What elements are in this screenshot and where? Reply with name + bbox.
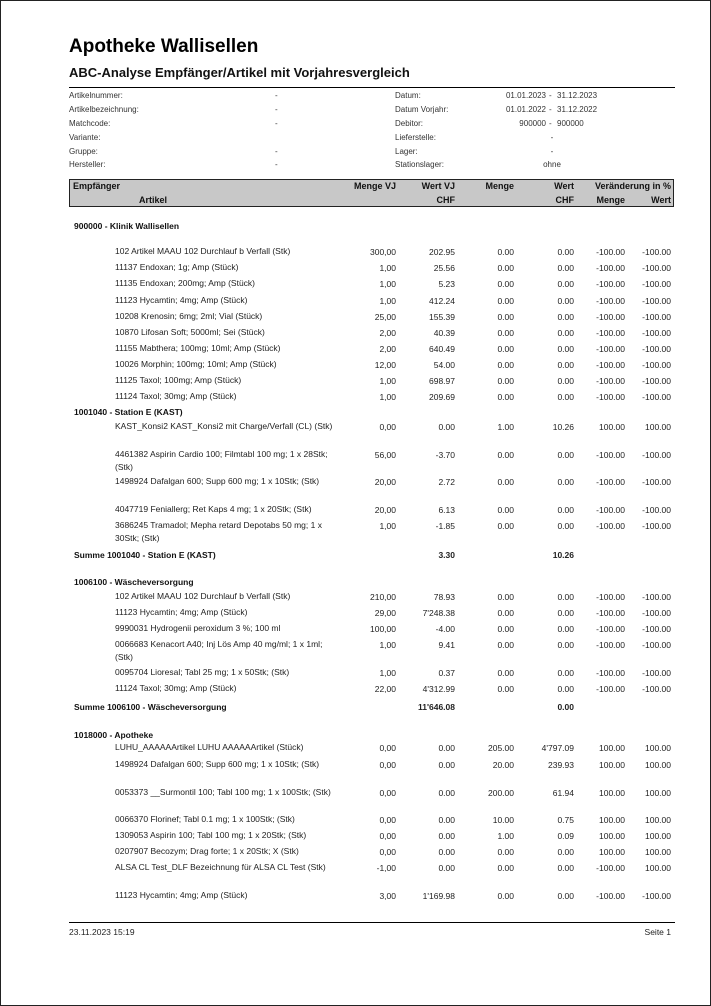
article-description: 4461382 Aspirin Cardio 100; Filmtabl 100 mg; 1 x 28Stk; (Stk) (115, 449, 328, 472)
wert-vj-cell: 698.97 (429, 376, 455, 386)
filter-to: 31.12.2023 (557, 91, 598, 100)
menge-vj-cell: 0,00 (379, 743, 396, 753)
ver-wert-cell: -100.00 (642, 640, 671, 650)
ver-menge-cell: -100.00 (596, 505, 625, 515)
filter-label: Gruppe: (69, 147, 98, 156)
menge-cell: 0.00 (497, 376, 514, 386)
wert-cell: 0.00 (557, 360, 574, 370)
menge-vj-cell: 3,00 (379, 891, 396, 901)
menge-cell: 0.00 (497, 592, 514, 602)
ver-wert-cell: 100.00 (645, 863, 671, 873)
group-sum-label: Summe 1006100 - Wäscheversorgung (74, 702, 227, 712)
menge-cell: 1.00 (497, 422, 514, 432)
article-description: 0066370 Florinef; Tabl 0.1 mg; 1 x 100Stk; (Stk) (115, 814, 295, 824)
article-description: 1498924 Dafalgan 600; Supp 600 mg; 1 x 10Stk; (Stk) (115, 476, 320, 486)
wert-vj-cell: 640.49 (429, 344, 455, 354)
article-description: 0053373 __Surmontil 100; Tabl 100 mg; 1 x 100Stk; (Stk) (115, 787, 331, 797)
article-description: 11135 Endoxan; 200mg; Amp (Stück) (115, 278, 256, 288)
menge-vj-cell: 1,00 (379, 279, 396, 289)
ver-menge-cell: -100.00 (596, 392, 625, 402)
filter-value: ohne (543, 160, 561, 169)
article-description: 11123 Hycamtin; 4mg; Amp (Stück) (115, 890, 248, 900)
menge-vj-cell: 0,00 (379, 788, 396, 798)
menge-vj-cell: 29,00 (374, 608, 396, 618)
wert-cell: 0.00 (557, 312, 574, 322)
ver-wert-cell: -100.00 (642, 505, 671, 515)
menge-vj-cell: 100,00 (370, 624, 396, 634)
menge-cell: 0.00 (497, 668, 514, 678)
ver-wert-cell: -100.00 (642, 592, 671, 602)
ver-wert-cell: -100.00 (642, 450, 671, 460)
wert-vj-cell: 0.00 (438, 422, 455, 432)
wert-cell: 0.00 (557, 392, 574, 402)
ver-wert-cell: 100.00 (645, 815, 671, 825)
menge-vj-cell: 2,00 (379, 344, 396, 354)
filter-value: - (275, 119, 278, 128)
menge-cell: 0.00 (497, 684, 514, 694)
article-description: 0066683 Kenacort A40; Inj Lös Amp 40 mg/ml; 1 x 1ml; (Stk) (115, 639, 323, 662)
wert-cell: 0.09 (557, 831, 574, 841)
ver-menge-cell: -100.00 (596, 608, 625, 618)
menge-vj-cell: 12,00 (374, 360, 396, 370)
filter-label: Datum Vorjahr: (395, 105, 449, 114)
menge-vj-cell: 300,00 (370, 247, 396, 257)
ver-wert-cell: -100.00 (642, 312, 671, 322)
wert-vj-cell: 0.00 (438, 760, 455, 770)
filter-label: Matchcode: (69, 119, 111, 128)
filter-value: - (550, 133, 554, 142)
wert-cell: 4'797.09 (541, 743, 574, 753)
article-description: 9990031 Hydrogenii peroxidum 3 %; 100 ml (115, 623, 281, 633)
wert-cell: 0.00 (557, 376, 574, 386)
article-description: 11125 Taxol; 100mg; Amp (Stück) (115, 375, 242, 385)
ver-wert-cell: -100.00 (642, 263, 671, 273)
report-subtitle: ABC-Analyse Empfänger/Artikel mit Vorjahresvergleich (69, 65, 410, 80)
menge-cell: 0.00 (497, 296, 514, 306)
menge-cell: 0.00 (497, 263, 514, 273)
filter-label: Hersteller: (69, 160, 106, 169)
group-title: 900000 - Klinik Wallisellen (74, 221, 180, 231)
filter-label: Variante: (69, 133, 101, 142)
ver-menge-cell: -100.00 (596, 450, 625, 460)
ver-wert-cell: 100.00 (645, 788, 671, 798)
header-rule (69, 87, 675, 88)
col-menge-vj: Menge VJ (353, 181, 396, 191)
wert-cell: 0.00 (557, 891, 574, 901)
ver-wert-cell: -100.00 (642, 668, 671, 678)
ver-wert-cell: 100.00 (645, 847, 671, 857)
wert-vj-cell: 412.24 (429, 296, 455, 306)
wert-cell: 0.00 (557, 592, 574, 602)
article-description: 11155 Mabthera; 100mg; 10ml; Amp (Stück) (115, 343, 281, 353)
menge-vj-cell: -1,00 (376, 863, 396, 873)
ver-menge-cell: -100.00 (596, 312, 625, 322)
menge-vj-cell: 0,00 (379, 760, 396, 770)
ver-wert-cell: -100.00 (642, 328, 671, 338)
col-menge: Menge (485, 181, 514, 191)
filter-value: - (275, 147, 278, 156)
menge-cell: 0.00 (497, 608, 514, 618)
menge-vj-cell: 1,00 (379, 376, 396, 386)
filter-value: - (550, 147, 554, 156)
ver-menge-cell: -100.00 (596, 863, 625, 873)
filter-label: Lager: (395, 147, 418, 156)
group-sum-wert-vj: 3.30 (438, 550, 455, 560)
menge-cell: 0.00 (497, 279, 514, 289)
filter-label: Debitor: (395, 119, 424, 128)
menge-cell: 1.00 (497, 831, 514, 841)
wert-vj-cell: 209.69 (429, 392, 455, 402)
article-description: 11123 Hycamtin; 4mg; Amp (Stück) (115, 607, 248, 617)
page-number: Seite 1 (644, 927, 671, 937)
menge-cell: 0.00 (497, 344, 514, 354)
menge-cell: 200.00 (488, 788, 514, 798)
menge-cell: 0.00 (497, 247, 514, 257)
ver-wert-cell: -100.00 (642, 891, 671, 901)
wert-vj-cell: 4'312.99 (422, 684, 455, 694)
wert-cell: 0.00 (557, 863, 574, 873)
wert-cell: 0.00 (557, 640, 574, 650)
menge-vj-cell: 25,00 (374, 312, 396, 322)
menge-vj-cell: 0,00 (379, 815, 396, 825)
col-wert-vj-unit: CHF (436, 195, 455, 205)
wert-cell: 0.00 (557, 505, 574, 515)
filter-value: - (275, 160, 278, 169)
menge-vj-cell: 1,00 (379, 640, 396, 650)
filter-label: Artikelnummer: (69, 91, 123, 100)
menge-cell: 0.00 (497, 477, 514, 487)
wert-vj-cell: 155.39 (429, 312, 455, 322)
article-description: 11123 Hycamtin; 4mg; Amp (Stück) (115, 295, 248, 305)
article-description: 102 Artikel MAAU 102 Durchlauf b Verfall (Stk) (115, 246, 291, 256)
wert-vj-cell: 2.72 (438, 477, 455, 487)
menge-vj-cell: 2,00 (379, 328, 396, 338)
wert-cell: 0.00 (557, 450, 574, 460)
col-artikel: Artikel (139, 195, 168, 205)
ver-menge-cell: -100.00 (596, 477, 625, 487)
menge-vj-cell: 20,00 (374, 505, 396, 515)
ver-menge-cell: -100.00 (596, 247, 625, 257)
menge-cell: 0.00 (497, 360, 514, 370)
filter-value: - (275, 91, 278, 100)
ver-menge-cell: 100.00 (599, 831, 625, 841)
group-title: 1001040 - Station E (KAST) (74, 407, 183, 417)
menge-vj-cell: 1,00 (379, 296, 396, 306)
ver-menge-cell: 100.00 (599, 422, 625, 432)
wert-vj-cell: 40.39 (433, 328, 455, 338)
group-sum-label: Summe 1001040 - Station E (KAST) (74, 550, 216, 560)
menge-cell: 0.00 (497, 450, 514, 460)
wert-cell: 0.00 (557, 328, 574, 338)
menge-cell: 10.00 (492, 815, 514, 825)
filter-label: Stationslager: (395, 160, 444, 169)
menge-vj-cell: 1,00 (379, 668, 396, 678)
article-description: 102 Artikel MAAU 102 Durchlauf b Verfall (Stk) (115, 591, 291, 601)
group-sum-wert: 0.00 (557, 702, 574, 712)
ver-menge-cell: -100.00 (596, 279, 625, 289)
wert-cell: 0.00 (557, 521, 574, 531)
group-title: 1006100 - Wäscheversorgung (74, 577, 194, 587)
wert-cell: 0.00 (557, 344, 574, 354)
menge-cell: 0.00 (497, 640, 514, 650)
menge-cell: 20.00 (492, 760, 514, 770)
col-wert-unit: CHF (555, 195, 574, 205)
menge-vj-cell: 210,00 (370, 592, 396, 602)
article-description: KAST_Konsi2 KAST_Konsi2 mit Charge/Verfall (CL) (Stk) (115, 421, 333, 431)
ver-menge-cell: -100.00 (596, 296, 625, 306)
col-empfaenger: Empfänger (73, 181, 121, 191)
wert-cell: 0.00 (557, 477, 574, 487)
ver-wert-cell: -100.00 (642, 624, 671, 634)
menge-vj-cell: 1,00 (379, 392, 396, 402)
article-description: 11137 Endoxan; 1g; Amp (Stück) (115, 262, 239, 272)
menge-cell: 0.00 (497, 847, 514, 857)
menge-cell: 0.00 (497, 521, 514, 531)
filter-to: 31.12.2022 (557, 105, 598, 114)
ver-wert-cell: -100.00 (642, 247, 671, 257)
ver-menge-cell: 100.00 (599, 760, 625, 770)
filter-from: 01.01.2022 (505, 105, 546, 114)
menge-vj-cell: 0,00 (379, 847, 396, 857)
article-description: 11124 Taxol; 30mg; Amp (Stück) (115, 683, 237, 693)
filter-separator: - (549, 91, 552, 100)
ver-menge-cell: 100.00 (599, 847, 625, 857)
ver-menge-cell: -100.00 (596, 344, 625, 354)
menge-cell: 0.00 (497, 863, 514, 873)
menge-vj-cell: 1,00 (379, 263, 396, 273)
article-description: LUHU_AAAAAArtikel LUHU AAAAAArtikel (Stück) (115, 742, 304, 752)
wert-cell: 61.94 (552, 788, 574, 798)
ver-menge-cell: -100.00 (596, 360, 625, 370)
wert-vj-cell: -1.85 (435, 521, 455, 531)
menge-vj-cell: 20,00 (374, 477, 396, 487)
wert-vj-cell: 5.23 (438, 279, 455, 289)
ver-wert-cell: 100.00 (645, 760, 671, 770)
ver-menge-cell: 100.00 (599, 815, 625, 825)
wert-vj-cell: 6.13 (438, 505, 455, 515)
report-title: Apotheke Wallisellen (69, 36, 259, 57)
ver-wert-cell: -100.00 (642, 608, 671, 618)
col-wert: Wert (554, 181, 574, 191)
article-description: 1309053 Aspirin 100; Tabl 100 mg; 1 x 20Stk; (Stk) (115, 830, 307, 840)
menge-cell: 0.00 (497, 312, 514, 322)
filter-to: 900000 (557, 119, 584, 128)
wert-vj-cell: 25.56 (433, 263, 455, 273)
menge-cell: 0.00 (497, 624, 514, 634)
wert-vj-cell: 1'169.98 (422, 891, 455, 901)
ver-menge-cell: -100.00 (596, 328, 625, 338)
ver-wert-cell: 100.00 (645, 831, 671, 841)
filter-separator: - (549, 119, 552, 128)
ver-wert-cell: -100.00 (642, 296, 671, 306)
ver-wert-cell: -100.00 (642, 279, 671, 289)
wert-vj-cell: 0.00 (438, 815, 455, 825)
filter-label: Lieferstelle: (395, 133, 436, 142)
article-description: 4047719 Feniallerg; Ret Kaps 4 mg; 1 x 20Stk; (Stk) (115, 504, 312, 514)
wert-cell: 239.93 (548, 760, 574, 770)
wert-cell: 0.00 (557, 624, 574, 634)
ver-wert-cell: 100.00 (645, 743, 671, 753)
wert-vj-cell: 0.00 (438, 847, 455, 857)
ver-wert-cell: -100.00 (642, 344, 671, 354)
wert-vj-cell: 0.00 (438, 831, 455, 841)
article-description: 11124 Taxol; 30mg; Amp (Stück) (115, 391, 237, 401)
article-description: 0095704 Lioresal; Tabl 25 mg; 1 x 50Stk; (Stk) (115, 667, 290, 677)
group-title: 1018000 - Apotheke (74, 730, 154, 740)
col-ver-menge: Menge (596, 195, 625, 205)
wert-cell: 0.00 (557, 684, 574, 694)
wert-vj-cell: 78.93 (433, 592, 455, 602)
wert-cell: 0.00 (557, 279, 574, 289)
ver-menge-cell: -100.00 (596, 668, 625, 678)
wert-vj-cell: 0.37 (438, 668, 455, 678)
menge-vj-cell: 22,00 (374, 684, 396, 694)
menge-vj-cell: 0,00 (379, 831, 396, 841)
ver-wert-cell: -100.00 (642, 376, 671, 386)
wert-cell: 0.00 (557, 263, 574, 273)
wert-vj-cell: 7'248.38 (422, 608, 455, 618)
menge-vj-cell: 56,00 (374, 450, 396, 460)
article-description: 10026 Morphin; 100mg; 10ml; Amp (Stück) (115, 359, 277, 369)
ver-menge-cell: -100.00 (596, 263, 625, 273)
menge-cell: 0.00 (497, 392, 514, 402)
wert-cell: 0.00 (557, 247, 574, 257)
print-timestamp: 23.11.2023 15:19 (69, 927, 135, 937)
col-wert-vj: Wert VJ (421, 181, 455, 191)
article-description: 10208 Krenosin; 6mg; 2ml; Vial (Stück) (115, 311, 263, 321)
wert-vj-cell: 0.00 (438, 863, 455, 873)
filter-from: 01.01.2023 (505, 91, 546, 100)
menge-vj-cell: 0,00 (379, 422, 396, 432)
ver-menge-cell: 100.00 (599, 743, 625, 753)
wert-cell: 0.00 (557, 847, 574, 857)
menge-cell: 205.00 (488, 743, 514, 753)
article-description: 10870 Lifosan Soft; 5000ml; Sei (Stück) (115, 327, 265, 337)
wert-vj-cell: 0.00 (438, 743, 455, 753)
article-description: 0207907 Becozym; Drag forte; 1 x 20Stk; X (Stk) (115, 846, 299, 856)
article-description: ALSA CL Test_DLF Bezeichnung für ALSA CL Test (Stk) (115, 862, 326, 872)
ver-menge-cell: -100.00 (596, 891, 625, 901)
ver-wert-cell: -100.00 (642, 392, 671, 402)
wert-vj-cell: 54.00 (433, 360, 455, 370)
wert-vj-cell: 9.41 (438, 640, 455, 650)
ver-wert-cell: 100.00 (645, 422, 671, 432)
menge-cell: 0.00 (497, 891, 514, 901)
ver-menge-cell: -100.00 (596, 640, 625, 650)
col-veraenderung: Veränderung in % (594, 181, 671, 191)
menge-cell: 0.00 (497, 328, 514, 338)
wert-cell: 0.00 (557, 296, 574, 306)
ver-menge-cell: 100.00 (599, 788, 625, 798)
wert-cell: 0.00 (557, 608, 574, 618)
ver-menge-cell: -100.00 (596, 376, 625, 386)
article-description: 1498924 Dafalgan 600; Supp 600 mg; 1 x 10Stk; (Stk) (115, 759, 320, 769)
ver-menge-cell: -100.00 (596, 684, 625, 694)
wert-cell: 10.26 (552, 422, 574, 432)
ver-wert-cell: -100.00 (642, 684, 671, 694)
filter-value: - (275, 105, 278, 114)
ver-menge-cell: -100.00 (596, 592, 625, 602)
ver-menge-cell: -100.00 (596, 521, 625, 531)
menge-vj-cell: 1,00 (379, 521, 396, 531)
wert-vj-cell: 202.95 (429, 247, 455, 257)
ver-wert-cell: -100.00 (642, 521, 671, 531)
col-ver-wert: Wert (651, 195, 671, 205)
wert-vj-cell: 0.00 (438, 788, 455, 798)
wert-cell: 0.00 (557, 668, 574, 678)
filter-label: Datum: (395, 91, 421, 100)
wert-vj-cell: -3.70 (435, 450, 455, 460)
wert-vj-cell: -4.00 (435, 624, 455, 634)
footer-rule (69, 922, 675, 923)
filter-label: Artikelbezeichnung: (69, 105, 139, 114)
filter-from: 900000 (519, 119, 546, 128)
wert-cell: 0.75 (557, 815, 574, 825)
group-sum-wert-vj: 11'646.08 (417, 702, 455, 712)
ver-menge-cell: -100.00 (596, 624, 625, 634)
filter-separator: - (549, 105, 552, 114)
article-description: 3686245 Tramadol; Mepha retard Depotabs 50 mg; 1 x 30Stk; (Stk) (115, 520, 322, 543)
ver-wert-cell: -100.00 (642, 360, 671, 370)
group-sum-wert: 10.26 (552, 550, 574, 560)
ver-wert-cell: -100.00 (642, 477, 671, 487)
menge-cell: 0.00 (497, 505, 514, 515)
